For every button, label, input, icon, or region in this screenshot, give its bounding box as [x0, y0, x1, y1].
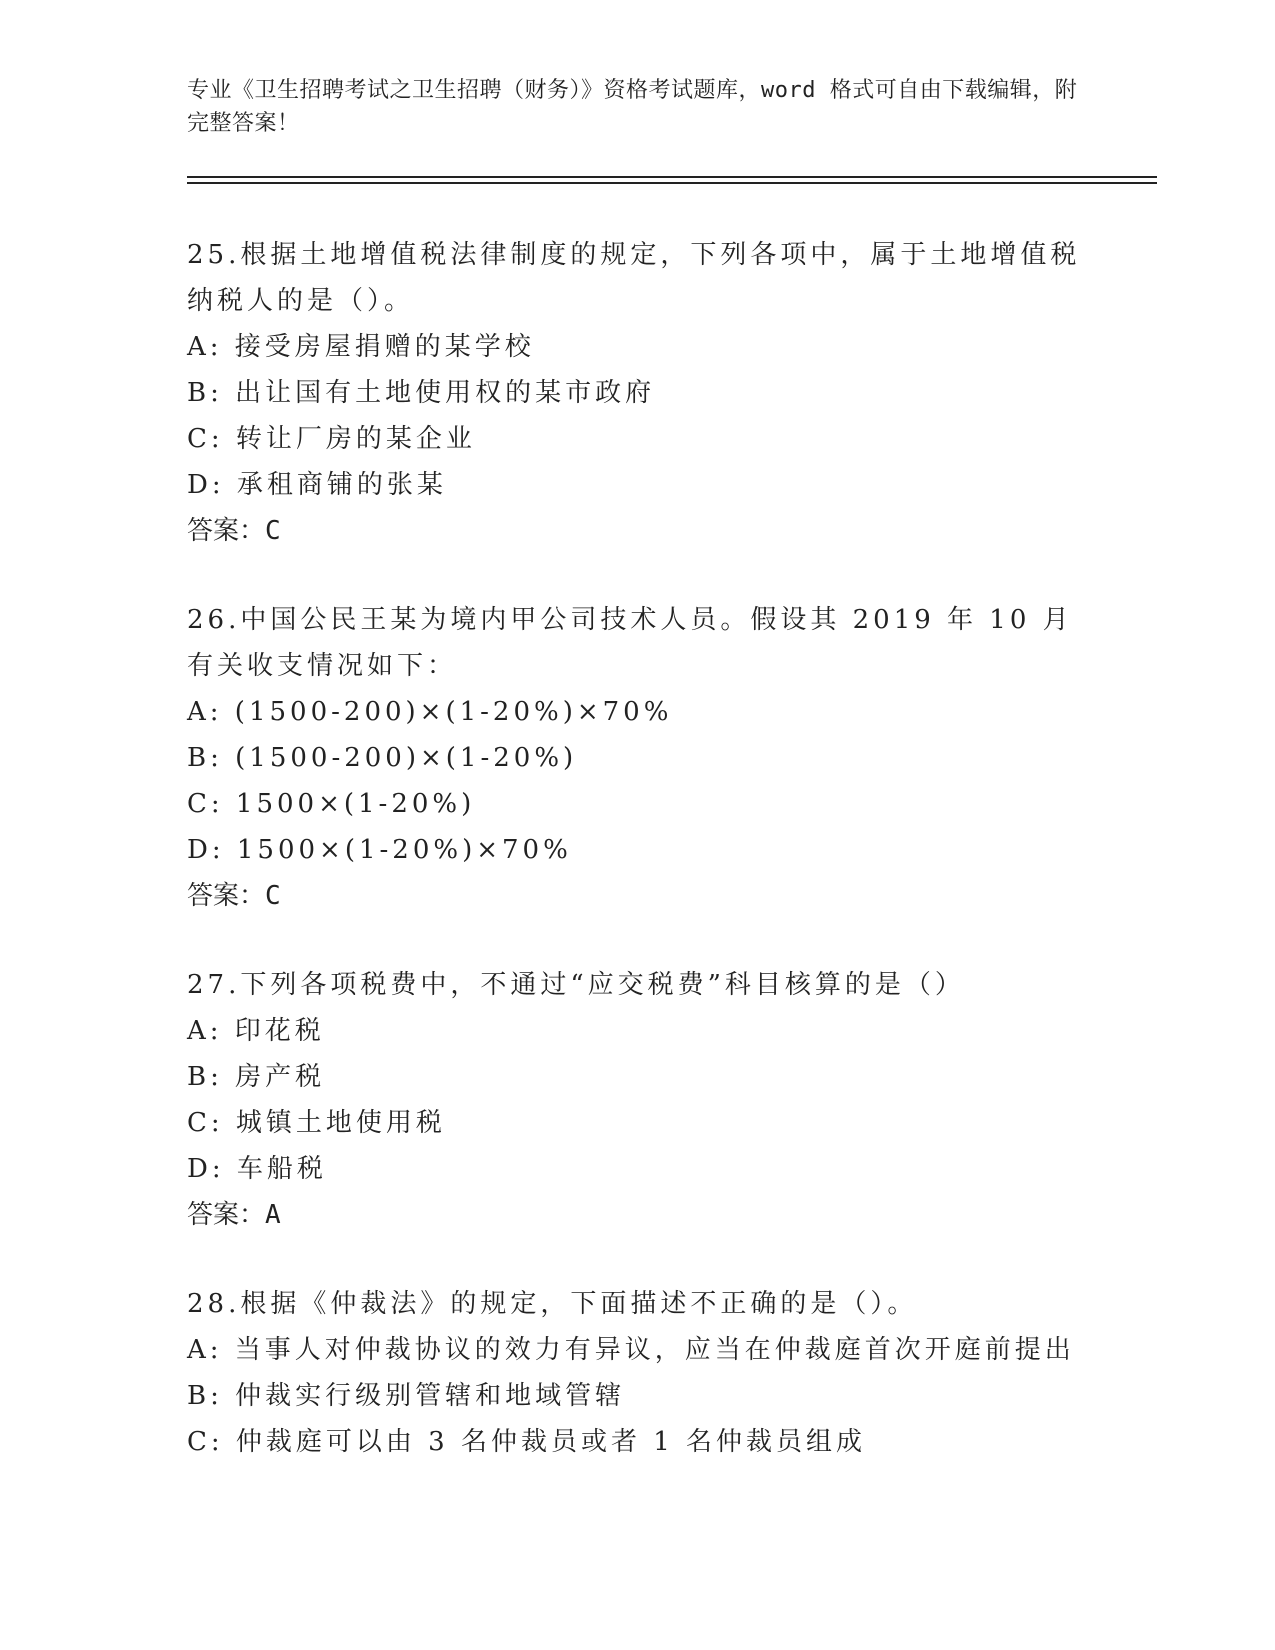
- option-b: B: 房产税: [187, 1062, 326, 1092]
- option-b: B: 仲裁实行级别管辖和地域管辖: [187, 1381, 626, 1411]
- question-stem: 27.下列各项税费中，不通过“应交税费”科目核算的是（）: [187, 970, 965, 1000]
- question-stem: 28.根据《仲裁法》的规定，下面描述不正确的是（）。: [187, 1289, 918, 1319]
- option-b: B: (1500-200)×(1-20%): [187, 743, 578, 773]
- question-list: [187, 232, 1087, 1508]
- answer-text: 答案：C: [187, 516, 281, 546]
- question-stem: 25.根据土地增值税法律制度的规定，下列各项中，属于土地增值税纳税人的是（）。: [187, 240, 1081, 316]
- document-header: 专业《卫生招聘考试之卫生招聘（财务）》资格考试题库，word 格式可自由下载编辑，附完整答案！: [187, 78, 1078, 136]
- question-stem: 26.中国公民王某为境内甲公司技术人员。假设其 2019 年 10 月有关收支情况如下：: [187, 605, 1073, 681]
- answer-text: 答案：C: [187, 881, 281, 911]
- header-rule-top: [187, 176, 1157, 178]
- option-a: A: 当事人对仲裁协议的效力有异议，应当在仲裁庭首次开庭前提出: [187, 1335, 1075, 1365]
- option-c: C: 城镇土地使用税: [187, 1108, 446, 1138]
- question-25: [187, 232, 1087, 554]
- question-26: [187, 597, 1087, 919]
- option-d: D: 车船税: [187, 1154, 327, 1184]
- option-c: C: 仲裁庭可以由 3 名仲裁员或者 1 名仲裁员组成: [187, 1427, 867, 1457]
- option-b: B: 出让国有土地使用权的某市政府: [187, 378, 656, 408]
- option-a: A: (1500-200)×(1-20%)×70%: [187, 697, 673, 727]
- header-rule-bottom: [187, 182, 1157, 184]
- option-c: C: 转让厂房的某企业: [187, 424, 476, 454]
- option-a: A: 印花税: [187, 1016, 325, 1046]
- option-d: D: 承租商铺的张某: [187, 470, 447, 500]
- question-27: [187, 962, 1087, 1238]
- option-a: A: 接受房屋捐赠的某学校: [187, 332, 535, 362]
- option-c: C: 1500×(1-20%): [187, 789, 476, 819]
- question-28: [187, 1281, 1087, 1465]
- answer-text: 答案：A: [187, 1200, 281, 1230]
- option-d: D: 1500×(1-20%)×70%: [187, 835, 572, 865]
